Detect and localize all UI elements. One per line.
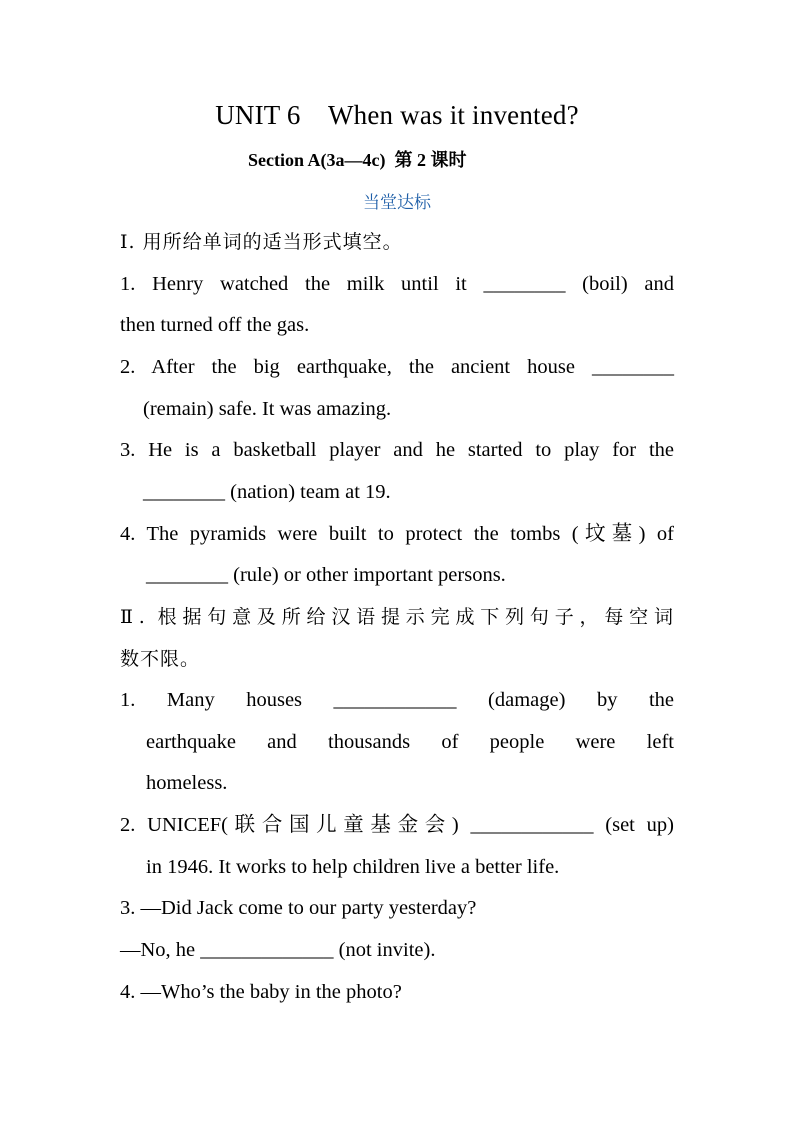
exercise-line: 3. He is a basketball player and he started to play for the [120, 439, 674, 461]
exercise-line: 2. After the big earthquake, the ancient house ________ [120, 356, 674, 378]
exercise-line: then turned off the gas. [120, 314, 310, 336]
exercise-line: 2. UNICEF(联合国儿童基金会) ____________ (set up) [120, 814, 674, 836]
exercise-line: ________ (rule) or other important persons. [146, 564, 506, 586]
exercise-line: 4. The pyramids were built to protect the tombs (坟墓) of [120, 523, 674, 545]
section-tag: 当堂达标 [363, 193, 431, 213]
exercise-line: earthquake and thousands of people were left [146, 731, 674, 753]
exercise-line: in 1946. It works to help children live a better life. [146, 856, 560, 878]
exercise-line: 1. Henry watched the milk until it ________ (boil) and [120, 273, 674, 295]
exercise-line: —No, he _____________ (not invite). [120, 939, 436, 961]
page-title: UNIT 6 When was it invented? [215, 100, 579, 130]
exercise-line: homeless. [146, 772, 228, 794]
part2-heading-cont: 数不限。 [120, 648, 201, 670]
exercise-line: ________ (nation) team at 19. [143, 481, 391, 503]
part1-heading: Ⅰ. 用所给单词的适当形式填空。 [120, 231, 403, 253]
part2-heading: Ⅱ. 根据句意及所给汉语提示完成下列句子，每空词 [120, 606, 674, 628]
section-subtitle: Section A(3a—4c) 第 2 课时 [248, 150, 467, 170]
exercise-line: 3. —Did Jack come to our party yesterday? [120, 897, 477, 919]
exercise-line: 1. Many houses ____________ (damage) by the [120, 689, 674, 711]
exercise-line: (remain) safe. It was amazing. [143, 398, 392, 420]
exercise-line: 4. —Who’s the baby in the photo? [120, 981, 402, 1003]
